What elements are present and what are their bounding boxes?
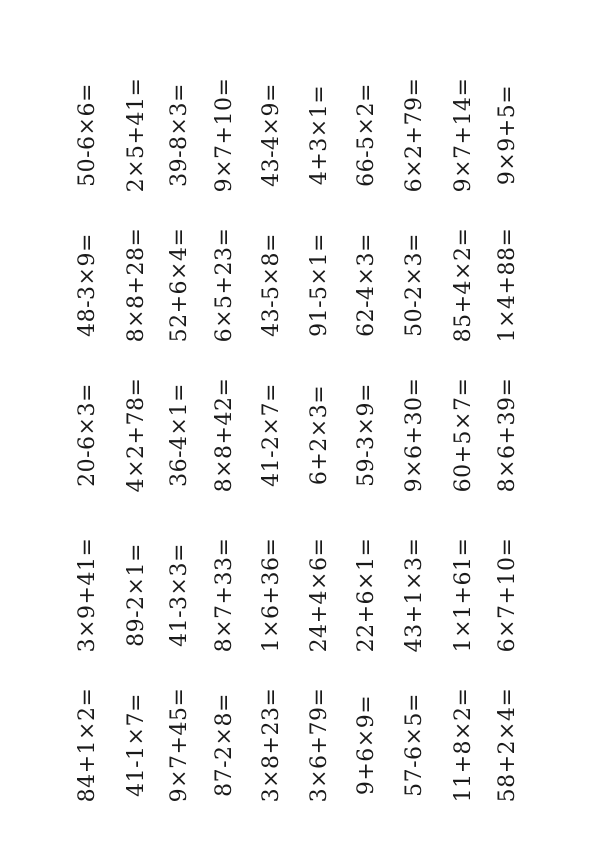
math-problem: 9×7+10= [212, 77, 237, 193]
math-problem: 50-6×6= [75, 83, 100, 187]
math-problem: 50-2×3= [402, 233, 427, 337]
math-problem: 59-3×9= [354, 383, 379, 487]
math-problem: 6+2×3= [307, 384, 332, 486]
math-problem: 1×6+36= [259, 537, 284, 653]
math-problem: 4+3×1= [307, 84, 332, 186]
math-problem: 52+6×4= [167, 227, 192, 343]
math-problem: 36-4×1= [167, 383, 192, 487]
math-problem: 91-5×1= [307, 233, 332, 337]
math-problem: 1×4+88= [495, 227, 520, 343]
math-problem: 1×1+61= [451, 537, 476, 653]
math-problem: 58+2×4= [495, 687, 520, 803]
math-problem: 9+6×9= [354, 694, 379, 796]
math-problem: 57-6×5= [402, 693, 427, 797]
math-problem: 22+6×1= [354, 537, 379, 653]
math-problem: 41-3×3= [167, 543, 192, 647]
math-problem: 8×8+28= [124, 227, 149, 343]
math-problem: 87-2×8= [212, 693, 237, 797]
math-problem: 9×6+30= [402, 377, 427, 493]
math-problem: 3×8+23= [259, 687, 284, 803]
math-problem: 8×8+42= [212, 377, 237, 493]
math-problem: 20-6×3= [75, 383, 100, 487]
math-problem: 9×7+14= [451, 77, 476, 193]
math-problem: 62-4×3= [354, 233, 379, 337]
math-problem: 43-4×9= [259, 83, 284, 187]
math-problem: 8×6+39= [495, 377, 520, 493]
math-problem: 6×2+79= [402, 77, 427, 193]
math-problem: 9×9+5= [495, 84, 520, 186]
math-problem: 84+1×2= [75, 687, 100, 803]
math-problem: 24+4×6= [307, 537, 332, 653]
math-problem: 2×5+41= [124, 77, 149, 193]
math-problem: 60+5×7= [451, 377, 476, 493]
math-problem: 11+8×2= [451, 687, 476, 803]
math-problem: 6×7+10= [495, 537, 520, 653]
math-problem: 41-2×7= [259, 383, 284, 487]
math-problem: 85+4×2= [451, 227, 476, 343]
math-problem: 43+1×3= [402, 537, 427, 653]
math-problem: 39-8×3= [167, 83, 192, 187]
math-problem: 48-3×9= [75, 233, 100, 337]
math-problem: 43-5×8= [259, 233, 284, 337]
math-problem: 89-2×1= [124, 543, 149, 647]
math-problem: 3×6+79= [307, 687, 332, 803]
math-problem: 3×9+41= [75, 537, 100, 653]
math-problem: 6×5+23= [212, 227, 237, 343]
math-problem: 66-5×2= [354, 83, 379, 187]
math-problem: 41-1×7= [124, 693, 149, 797]
math-problem: 9×7+45= [167, 687, 192, 803]
math-problem: 8×7+33= [212, 537, 237, 653]
math-problem: 4×2+78= [124, 377, 149, 493]
